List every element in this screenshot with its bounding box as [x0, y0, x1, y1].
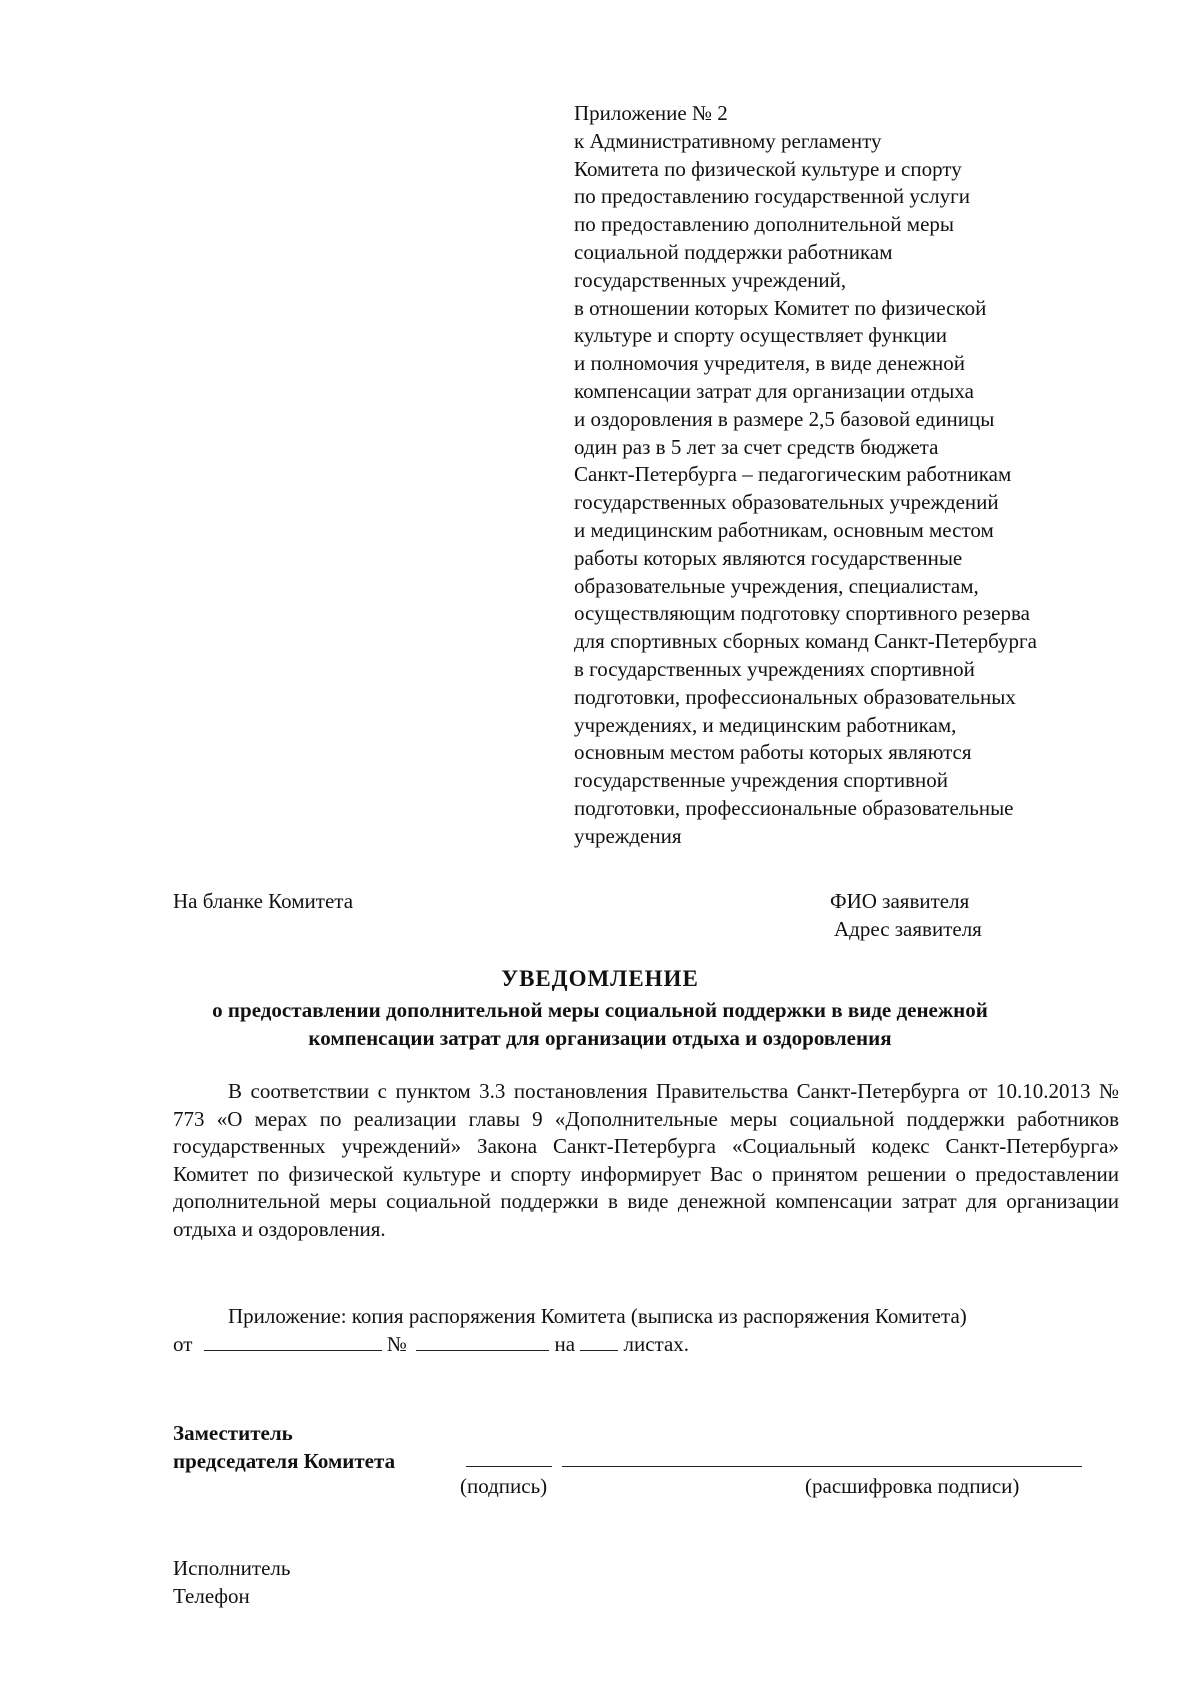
position-line-2: председателя Комитета: [173, 1449, 396, 1473]
executor-label: Исполнитель: [173, 1556, 291, 1580]
annex-line: Приложение № 2: [574, 101, 728, 125]
letterhead-blank-label: На бланке Комитета: [173, 889, 354, 913]
annex-line: по предоставлению государственной услуги: [574, 184, 970, 209]
annex-line: учреждения: [574, 823, 682, 848]
document-subtitle-line-2: компенсации затрат для организации отдыха и оздоровления: [308, 1026, 892, 1050]
annex-line: образовательные учреждения, специалистам,: [574, 573, 979, 598]
annex-line: в отношении которых Комитет по физической: [574, 295, 987, 320]
sheets-blank-line: [580, 1334, 618, 1351]
document-subtitle-line-1: о предоставлении дополнительной меры социальной поддержки в виде денежной: [212, 998, 988, 1022]
position-line-1: Заместитель: [173, 1421, 293, 1445]
annex-line: осуществляющим подготовку спортивного резерва: [574, 601, 1030, 626]
signature-position: [173, 1419, 395, 1475]
applicant-block: [830, 887, 982, 943]
annex-line: подготовки, профессиональных образовательных: [574, 684, 1016, 709]
attachment-from-label: от: [173, 1331, 193, 1356]
annex-line: и полномочия учредителя, в виде денежной: [574, 351, 966, 376]
phone-label: Телефон: [173, 1584, 250, 1608]
annex-line: по предоставлению дополнительной меры: [574, 212, 955, 237]
annex-line: и медицинским работникам, основным местом: [574, 517, 994, 542]
annex-line: подготовки, профессиональные образовательные: [574, 795, 1014, 820]
document-title: УВЕДОМЛЕНИЕ: [501, 966, 699, 991]
number-blank-line: [416, 1334, 549, 1351]
signature-caption: (подпись): [460, 1474, 548, 1498]
annex-line: и оздоровления в размере 2,5 базовой единицы: [574, 406, 995, 431]
annex-line: Комитета по физической культуре и спорту: [574, 156, 962, 181]
annex-line: культуре и спорту осуществляет функции: [574, 323, 947, 348]
annex-line: для спортивных сборных команд Санкт-Петербурга: [574, 629, 1037, 654]
footer-block: [173, 1554, 290, 1610]
annex-header: [574, 100, 1134, 851]
attachment-on-label: на: [554, 1331, 576, 1356]
annex-line: к Административному регламенту: [574, 128, 882, 153]
date-blank-line: [204, 1334, 382, 1351]
annex-line: компенсации затрат для организации отдыха: [574, 378, 974, 403]
annex-line: учреждениях, и медицинским работникам,: [574, 712, 957, 737]
annex-line: один раз в 5 лет за счет средств бюджета: [574, 434, 939, 459]
applicant-name: ФИО заявителя: [830, 889, 970, 913]
annex-line: основным местом работы которых являются: [574, 740, 972, 765]
annex-line: в государственных учреждениях спортивной: [574, 656, 975, 681]
applicant-address: Адрес заявителя: [834, 917, 982, 941]
signature-decoding-line: [562, 1466, 1082, 1467]
attachment-sheets-label: листах.: [623, 1331, 690, 1356]
signature-line: [466, 1466, 552, 1467]
annex-line: работы которых являются государственные: [574, 545, 963, 570]
annex-line: государственных образовательных учреждений: [574, 490, 999, 515]
annex-line: государственные учреждения спортивной: [574, 768, 948, 793]
decoding-caption: (расшифровка подписи): [805, 1474, 1020, 1498]
annex-line: государственных учреждений,: [574, 267, 847, 292]
attachment-paragraph: [173, 1303, 1119, 1358]
annex-line: Санкт-Петербурга – педагогическим работникам: [574, 462, 1012, 487]
annex-line: социальной поддержки работникам: [574, 239, 893, 264]
attachment-text: Приложение: копия распоряжения Комитета (выписка из распоряжения Комитета): [228, 1304, 967, 1328]
body-paragraph: В соответствии с пунктом 3.3 постановления Правительства Санкт-Петербурга от 10.10.2013 № 773 «О мерах по реализации главы 9 «Дополнительные меры социальной поддержки работников государственных учреждений» Закона Санкт-Петербурга «Социальный кодекс Санкт-Петербурга» Комитет по физической культуре и спорту информирует Вас о принятом решении о предоставлении дополнительной меры социальной поддержки в виде денежной компенсации затрат для организации отдыха и оздоровления.: [173, 1079, 1119, 1241]
attachment-number-label: №: [386, 1331, 407, 1356]
